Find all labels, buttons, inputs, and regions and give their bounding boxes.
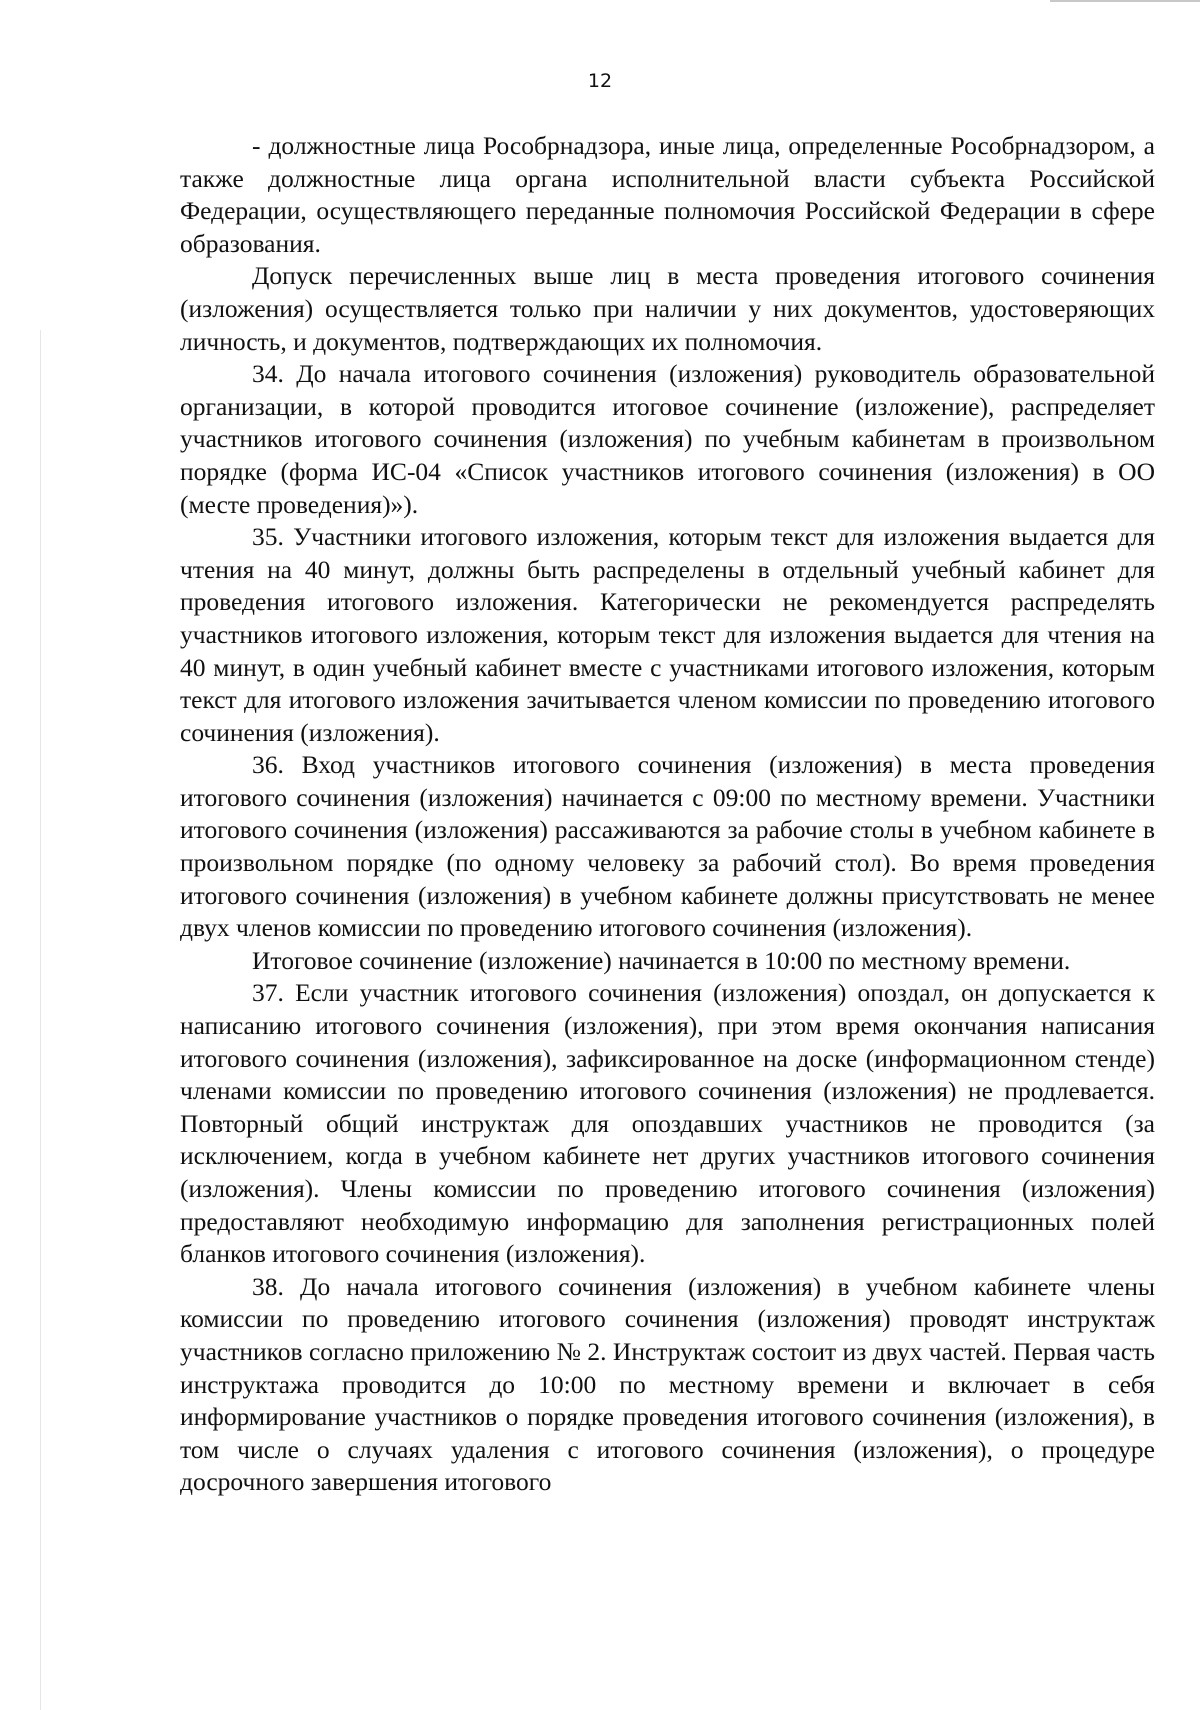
scan-edge-line: [1050, 0, 1200, 2]
paragraph-38: 38. До начала итогового сочинения (изложения) в учебном кабинете члены комиссии по проведению итогового сочинения (изложения) проводят инструктаж участников согласно приложению № 2. Инструктаж состоит из двух частей. Первая часть инструктажа проводится до 10:00 по местному времени и включает в себя информирование участников о порядке проведения итогового сочинения (изложения), в том числе о случаях удаления с итогового сочинения (изложения), о процедуре досрочного завершения итогового: [180, 1271, 1155, 1497]
paragraph-36: 36. Вход участников итогового сочинения (изложения) в места проведения итогового сочинения (изложения) начинается с 09:00 по местному времени. Участники итогового сочинения (изложения) рассаживаются за рабочие столы в учебном кабинете в произвольном порядке (по одному человеку за рабочий стол). Во время проведения итогового сочинения (изложения) в учебном кабинете должны присутствовать не менее двух членов комиссии по проведению итогового сочинения (изложения).: [180, 750, 1155, 943]
paragraph-37: 37. Если участник итогового сочинения (изложения) опоздал, он допускается к написанию итогового сочинения (изложения), при этом время окончания написания итогового сочинения (изложения), зафиксированное на доске (информационном стенде) членами комиссии по проведению итогового сочинения (изложения) не продлевается. Повторный общий инструктаж для опоздавших участников не проводится (за исключением, когда в учебном кабинете нет других участников итогового сочинения (изложения). Члены комиссии по проведению итогового сочинения (изложения) предоставляют необходимую информацию для заполнения регистрационных полей бланков итогового сочинения (изложения).: [180, 978, 1155, 1269]
paragraph-35: 35. Участники итогового изложения, которым текст для изложения выдается для чтения на 40 минут, должны быть распределены в отдельный учебный кабинет для проведения итогового изложения. Категорически не рекомендуется распределять участников итогового изложения, которым текст для изложения выдается для чтения на 40 минут, в один учебный кабинет вместе с участниками итогового изложения, которым текст для итогового изложения зачитывается членом комиссии по проведению итогового сочинения (изложения).: [180, 522, 1155, 747]
paragraph-admission: Допуск перечисленных выше лиц в места проведения итогового сочинения (изложения) осуществляется только при наличии у них документов, удостоверяющих личность, и документов, подтверждающих их полномочия.: [180, 261, 1155, 356]
paragraph-officials: - должностные лица Рособрнадзора, иные лица, определенные Рособрнадзором, а также должностные лица органа исполнительной власти субъекта Российской Федерации, осуществляющего переданные полномочия Российской Федерации в сфере образования.: [180, 131, 1155, 258]
page-number: 12: [587, 70, 613, 92]
scan-fold-line: [40, 330, 41, 1710]
document-body: [180, 130, 1155, 1499]
paragraph-34: 34. До начала итогового сочинения (изложения) руководитель образовательной организации, в которой проводится итоговое сочинение (изложение), распределяет участников итогового сочинения (изложения) по учебным кабинетам в произвольном порядке (форма ИС-04 «Список участников итогового сочинения (изложения) в ОО (месте проведения)»).: [180, 359, 1155, 519]
paragraph-start-time: Итоговое сочинение (изложение) начинается в 10:00 по местному времени.: [252, 945, 1071, 975]
